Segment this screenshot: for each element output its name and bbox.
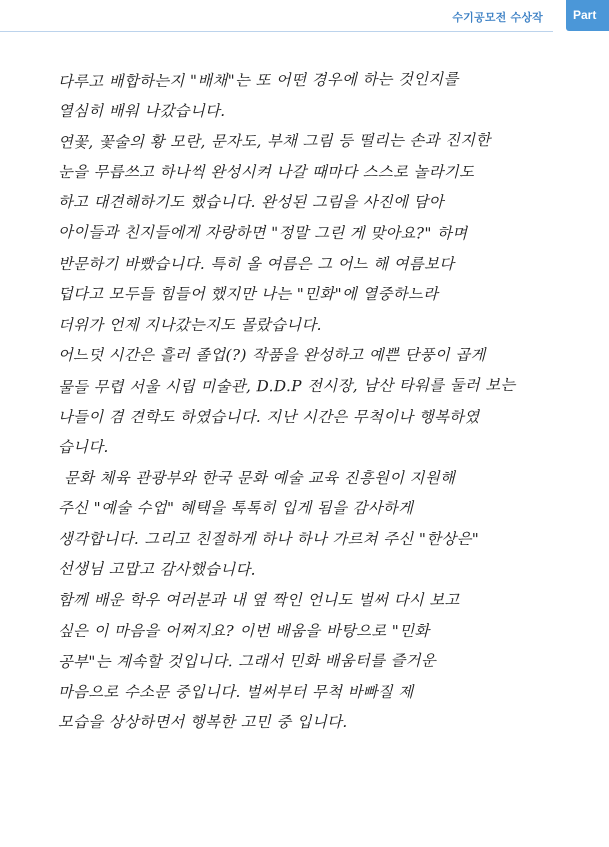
- part-label: Part: [573, 8, 597, 22]
- letter-line: 선생님 고맙고 감사했습니다.: [57, 559, 256, 579]
- letter-line: 싶은 이 마음을 어쩌지요? 이번 배움을 바탕으로 "민화: [58, 621, 430, 640]
- letter-line: 열심히 배워 나갔습니다.: [58, 101, 226, 120]
- contest-title: 수기공모전 수상작: [452, 11, 543, 24]
- letter-line: 주신 "예술 수업" 혜택을 톡톡히 입게 됨을 감사하게: [58, 499, 414, 518]
- letter-line: 연꽃, 꽃술의 황 모란, 문자도, 부채 그림 등 떨리는 손과 진지한: [57, 131, 491, 152]
- handwritten-letter: [58, 70, 568, 743]
- letter-line: 습니다.: [58, 438, 109, 457]
- letter-line: 물들 무렵 서울 시립 미술관, D.D.P 전시장, 남산 타워를 둘러 보는: [57, 375, 516, 397]
- letter-line: 함께 배운 학우 여러분과 내 옆 짝인 언니도 벌써 다시 보고: [58, 591, 460, 610]
- letter-line: 마음으로 수소문 중입니다. 벌써부터 무척 바빠질 제: [58, 682, 414, 701]
- letter-line: 문화 체육 관광부와 한국 문화 예술 교육 진흥원이 지원해: [64, 468, 456, 487]
- letter-line: 공부"는 계속할 것입니다. 그래서 민화 배움터를 즐거운: [57, 651, 437, 672]
- letter-line: 눈을 무릅쓰고 하나씩 완성시켜 나갈 때마다 스스로 놀라기도: [58, 162, 475, 181]
- letter-line: 아이들과 친지들에게 자랑하면 "정말 그린 게 맞아요?" 하며: [57, 223, 468, 243]
- letter-line: 생각합니다. 그리고 친절하게 하나 하나 가르쳐 주신 "한상은": [58, 529, 480, 548]
- part-tab: [566, 0, 609, 31]
- letter-line: 나들이 겸 견학도 하였습니다. 지난 시간은 무척이나 행복하였: [58, 407, 480, 426]
- letter-line: 다루고 배합하는지 "배채"는 또 어떤 경우에 하는 것인지를: [57, 69, 459, 91]
- header-rule: [0, 31, 553, 32]
- letter-line: 반문하기 바빴습니다. 특히 올 여름은 그 어느 해 여름보다: [58, 254, 455, 273]
- letter-line: 더위가 언제 지나갔는지도 몰랐습니다.: [58, 315, 322, 334]
- letter-line: 어느덧 시간은 흘러 졸업(?) 작품을 완성하고 예쁜 단풍이 곱게: [58, 346, 486, 365]
- letter-line: 모습을 상상하면서 행복한 고민 중 입니다.: [58, 713, 348, 732]
- letter-line: 덥다고 모두들 힘들어 했지만 나는 "민화"에 열중하느라: [58, 285, 439, 304]
- letter-line: 하고 대견해하기도 했습니다. 완성된 그림을 사진에 담아: [58, 193, 444, 212]
